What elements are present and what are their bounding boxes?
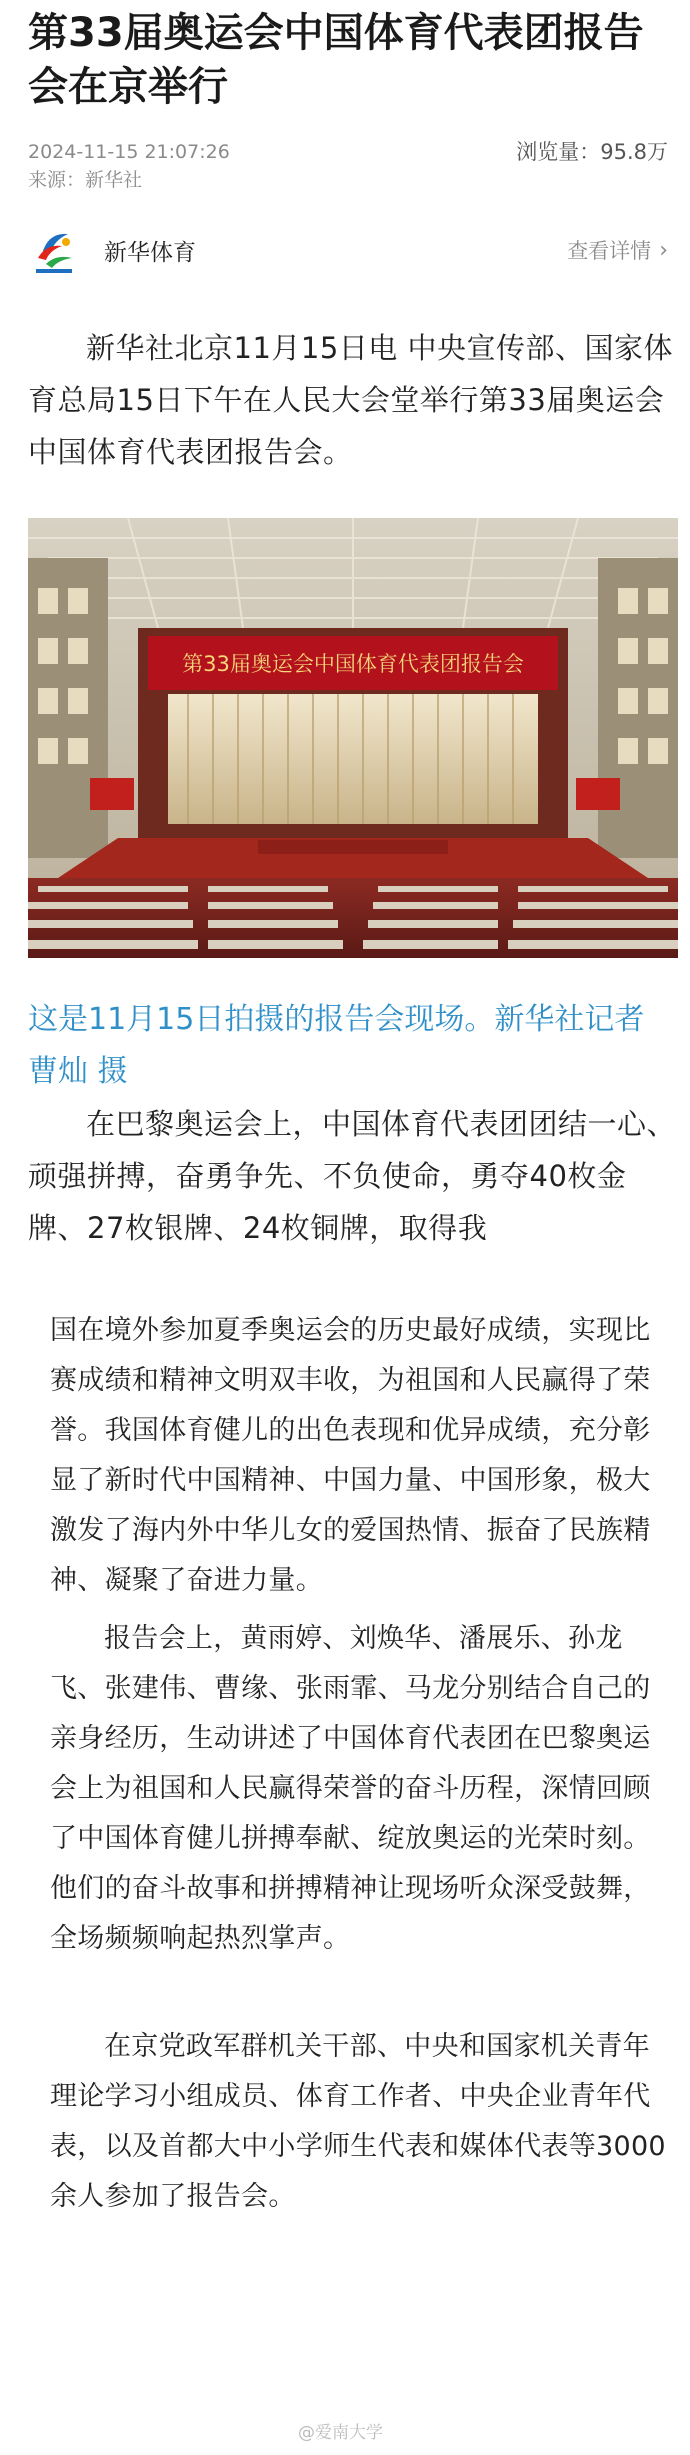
paragraph-4: 报告会上，黄雨婷、刘焕华、潘展乐、孙龙飞、张建伟、曹缘、张雨霏、马龙分别结合自己的亲身经历，生动讲述了中国体育代表团在巴黎奥运会上为祖国和人民赢得荣誉的奋斗历程，深情回顾了中国体育健儿拼搏奉献、绽放奥运的光荣时刻。他们的奋斗故事和拼搏精神让现场听众深受鼓舞，全场频频响起热烈掌声。 [50,1623,651,1954]
article-title: 第33届奥运会中国体育代表团报告会在京举行 [28,10,644,110]
paragraph-2: 在巴黎奥运会上，中国体育代表团团结一心、顽强拼搏，奋勇争先、不负使命，勇夺40枚金牌、27枚银牌、24枚铜牌，取得我 [28,1107,677,1245]
paragraph-3: 国在境外参加夏季奥运会的历史最好成绩，实现比赛成绩和精神文明双丰收，为祖国和人民赢得了荣誉。我国体育健儿的出色表现和优异成绩，充分彰显了新时代中国精神、中国力量、中国形象，极大激发了海内外中华儿女的爱国热情、振奋了民族精神、凝聚了奋进力量。 [50,1315,651,1596]
assembly-hall-image [28,518,678,958]
view-details-link[interactable] [567,235,668,265]
view-details-label: 查看详情 [567,239,652,263]
watermark [298,2418,383,2443]
article-meta [28,138,668,194]
chevron-right-icon: › [659,237,668,263]
source-account-name: 新华体育 [104,239,196,266]
xinhua-sports-logo-icon [28,224,80,276]
watermark-text: @爱南大学 [298,2423,383,2443]
article-source: 来源：新华社 [28,169,143,191]
stage-banner-text: 第33届奥运会中国体育代表团报告会 [182,652,524,676]
photo-caption: 这是11月15日拍摄的报告会现场。新华社记者 曹灿 摄 [28,1002,645,1089]
source-account-card[interactable] [28,222,668,278]
event-photo [28,518,678,958]
paragraph-5: 在京党政军群机关干部、中央和国家机关青年理论学习小组成员、体育工作者、中央企业青年代表，以及首都大中小学师生代表和媒体代表等3000余人参加了报告会。 [50,2031,666,2212]
publish-datetime: 2024-11-15 21:07:26 [28,141,230,163]
paragraph-1: 新华社北京11月15日电 中央宣传部、国家体育总局15日下午在人民大会堂举行第33届奥运会中国体育代表团报告会。 [28,331,674,469]
view-count: 浏览量：95.8万 [516,140,668,164]
